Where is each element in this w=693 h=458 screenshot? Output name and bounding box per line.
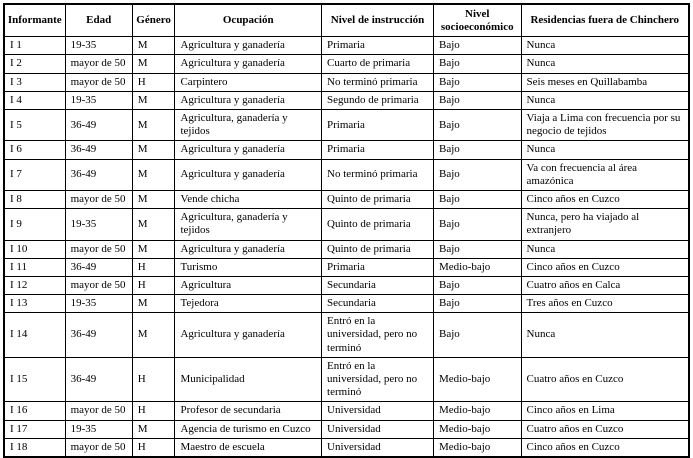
table-cell: 19-35 <box>65 295 132 313</box>
table-cell: No terminó primaria <box>322 73 434 91</box>
table-cell: 36-49 <box>65 159 132 190</box>
table-cell: mayor de 50 <box>65 190 132 208</box>
table-cell: Maestro de escuela <box>175 438 322 457</box>
table-cell: Nunca <box>521 91 689 109</box>
table-cell: Bajo <box>433 276 521 294</box>
table-cell: Agricultura y ganadería <box>175 141 322 159</box>
table-cell: Agricultura <box>175 276 322 294</box>
table-cell: Secundaria <box>322 295 434 313</box>
table-cell: mayor de 50 <box>65 73 132 91</box>
table-cell: Quinto de primaria <box>322 240 434 258</box>
table-cell: Cuatro años en Cuzco <box>521 420 689 438</box>
table-cell: I 2 <box>4 55 65 73</box>
table-cell: Bajo <box>433 190 521 208</box>
table-cell: Tres años en Cuzco <box>521 295 689 313</box>
table-cell: No terminó primaria <box>322 159 434 190</box>
table-cell: Bajo <box>433 91 521 109</box>
header-row <box>4 4 689 37</box>
table-cell: Bajo <box>433 209 521 240</box>
table-cell: M <box>132 55 175 73</box>
table-cell: M <box>132 110 175 141</box>
table-cell: M <box>132 295 175 313</box>
table-cell: I 9 <box>4 209 65 240</box>
table-cell: Bajo <box>433 141 521 159</box>
table-cell: H <box>132 438 175 457</box>
header-genero: Género <box>132 4 175 37</box>
table-cell: I 18 <box>4 438 65 457</box>
table-cell: M <box>132 240 175 258</box>
table-row <box>4 258 689 276</box>
table-row <box>4 55 689 73</box>
table-cell: M <box>132 91 175 109</box>
table-cell: Nunca <box>521 37 689 55</box>
table-cell: I 8 <box>4 190 65 208</box>
table-row <box>4 438 689 457</box>
table-cell: 36-49 <box>65 110 132 141</box>
table-cell: Medio-bajo <box>433 420 521 438</box>
table-cell: Entró en la universidad, pero no terminó <box>322 357 434 402</box>
table-cell: Cuarto de primaria <box>322 55 434 73</box>
table-cell: Cinco años en Cuzco <box>521 190 689 208</box>
table-cell: Carpintero <box>175 73 322 91</box>
table-row <box>4 276 689 294</box>
table-cell: Bajo <box>433 73 521 91</box>
table-cell: M <box>132 209 175 240</box>
table-cell: Medio-bajo <box>433 357 521 402</box>
table-cell: I 1 <box>4 37 65 55</box>
table-cell: Nunca, pero ha viajado al extranjero <box>521 209 689 240</box>
table-cell: Universidad <box>322 402 434 420</box>
table-cell: Bajo <box>433 110 521 141</box>
table-cell: Agricultura y ganadería <box>175 159 322 190</box>
table-cell: Bajo <box>433 295 521 313</box>
table-cell: I 3 <box>4 73 65 91</box>
table-cell: Primaria <box>322 141 434 159</box>
table-cell: 19-35 <box>65 37 132 55</box>
table-cell: mayor de 50 <box>65 276 132 294</box>
table-row <box>4 209 689 240</box>
table-cell: Quinto de primaria <box>322 190 434 208</box>
header-nivel-socioeconomico: Nivel socioeconómico <box>433 4 521 37</box>
table-row <box>4 295 689 313</box>
table-cell: Quinto de primaria <box>322 209 434 240</box>
table-body <box>4 37 689 457</box>
table-cell: Agricultura y ganadería <box>175 240 322 258</box>
table-cell: I 15 <box>4 357 65 402</box>
table-cell: Medio-bajo <box>433 258 521 276</box>
table-cell: H <box>132 276 175 294</box>
table-cell: mayor de 50 <box>65 55 132 73</box>
table-cell: H <box>132 402 175 420</box>
table-cell: Agricultura y ganadería <box>175 55 322 73</box>
header-nivel-instruccion: Nivel de instrucción <box>322 4 434 37</box>
informants-table <box>3 3 690 458</box>
table-cell: Agricultura y ganadería <box>175 91 322 109</box>
table-cell: M <box>132 313 175 358</box>
table-cell: Agricultura, ganadería y tejidos <box>175 209 322 240</box>
table-cell: Bajo <box>433 240 521 258</box>
table-cell: I 4 <box>4 91 65 109</box>
table-cell: Primaria <box>322 37 434 55</box>
table-cell: H <box>132 357 175 402</box>
table-cell: M <box>132 141 175 159</box>
header-ocupacion: Ocupación <box>175 4 322 37</box>
table-cell: Entró en la universidad, pero no terminó <box>322 313 434 358</box>
table-cell: Secundaria <box>322 276 434 294</box>
table-cell: Agricultura y ganadería <box>175 313 322 358</box>
table-row <box>4 420 689 438</box>
table-cell: I 17 <box>4 420 65 438</box>
table-cell: Universidad <box>322 420 434 438</box>
table-cell: Cinco años en Lima <box>521 402 689 420</box>
table-cell: Bajo <box>433 313 521 358</box>
table-cell: Medio-bajo <box>433 438 521 457</box>
table-cell: 19-35 <box>65 420 132 438</box>
table-cell: 19-35 <box>65 209 132 240</box>
table-cell: Nunca <box>521 55 689 73</box>
table-cell: mayor de 50 <box>65 240 132 258</box>
table-row <box>4 240 689 258</box>
table-cell: I 16 <box>4 402 65 420</box>
table-cell: Municipalidad <box>175 357 322 402</box>
table-cell: Viaja a Lima con frecuencia por su negocio de tejidos <box>521 110 689 141</box>
table-cell: 36-49 <box>65 258 132 276</box>
table-cell: Agricultura y ganadería <box>175 37 322 55</box>
table-cell: 36-49 <box>65 357 132 402</box>
table-cell: H <box>132 73 175 91</box>
table-cell: I 14 <box>4 313 65 358</box>
header-edad: Edad <box>65 4 132 37</box>
table-cell: Cinco años en Cuzco <box>521 258 689 276</box>
table-cell: Cuatro años en Calca <box>521 276 689 294</box>
table-row <box>4 110 689 141</box>
table-row <box>4 141 689 159</box>
table-row <box>4 357 689 402</box>
table-cell: Cinco años en Cuzco <box>521 438 689 457</box>
table-row <box>4 159 689 190</box>
table-header <box>4 4 689 37</box>
table-cell: Vende chicha <box>175 190 322 208</box>
table-cell: I 11 <box>4 258 65 276</box>
table-row <box>4 91 689 109</box>
table-cell: Tejedora <box>175 295 322 313</box>
table-cell: Cuatro años en Cuzco <box>521 357 689 402</box>
table-row <box>4 73 689 91</box>
table-cell: Bajo <box>433 159 521 190</box>
table-cell: M <box>132 37 175 55</box>
table-cell: M <box>132 420 175 438</box>
table-cell: Primaria <box>322 258 434 276</box>
table-cell: Seis meses en Quillabamba <box>521 73 689 91</box>
table-cell: Universidad <box>322 438 434 457</box>
header-informante: Informante <box>4 4 65 37</box>
table-row <box>4 190 689 208</box>
table-cell: Segundo de primaria <box>322 91 434 109</box>
table-cell: M <box>132 159 175 190</box>
table-cell: M <box>132 190 175 208</box>
table-cell: Agricultura, ganadería y tejidos <box>175 110 322 141</box>
table-cell: Bajo <box>433 37 521 55</box>
table-row <box>4 37 689 55</box>
table-cell: mayor de 50 <box>65 438 132 457</box>
table-cell: Nunca <box>521 313 689 358</box>
table-row <box>4 313 689 358</box>
table-cell: I 6 <box>4 141 65 159</box>
table-cell: 36-49 <box>65 313 132 358</box>
table-cell: Nunca <box>521 240 689 258</box>
table-row <box>4 402 689 420</box>
table-cell: Turismo <box>175 258 322 276</box>
table-cell: I 5 <box>4 110 65 141</box>
table-cell: Bajo <box>433 55 521 73</box>
table-cell: Medio-bajo <box>433 402 521 420</box>
table-cell: mayor de 50 <box>65 402 132 420</box>
table-cell: Profesor de secundaria <box>175 402 322 420</box>
table-cell: H <box>132 258 175 276</box>
table-cell: I 7 <box>4 159 65 190</box>
table-cell: 36-49 <box>65 141 132 159</box>
table-cell: Nunca <box>521 141 689 159</box>
table-cell: I 13 <box>4 295 65 313</box>
table-cell: Primaria <box>322 110 434 141</box>
table-cell: 19-35 <box>65 91 132 109</box>
table-cell: Agencia de turismo en Cuzco <box>175 420 322 438</box>
table-cell: I 10 <box>4 240 65 258</box>
header-residencias: Residencias fuera de Chinchero <box>521 4 689 37</box>
table-cell: Va con frecuencia al área amazónica <box>521 159 689 190</box>
table-cell: I 12 <box>4 276 65 294</box>
